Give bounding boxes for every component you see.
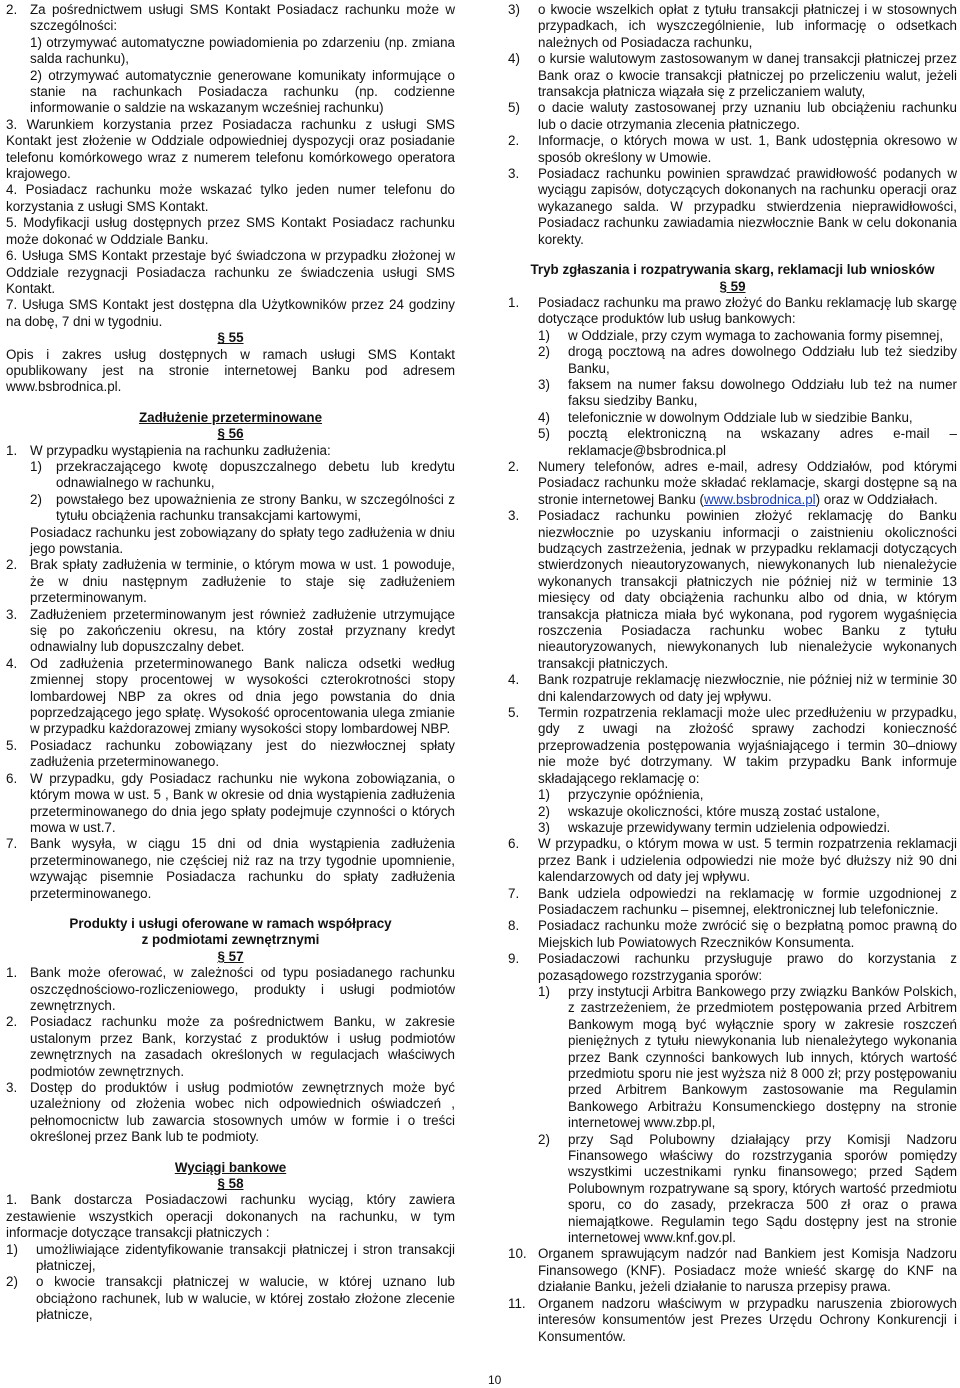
list-item: 1. Posiadacz rachunku ma prawo złożyć do Banku reklamację lub skargę dotyczące produktów lub usług bankowych: [508,294,957,327]
list-item: 10. Organem sprawującym nadzór nad Bankiem jest Komisja Nadzoru Finansowego (KNF). Posiadacz może wnieść skargę do KNF na działanie Banku, jeżeli działanie to narusza przepisy prawa. [508,1246,957,1295]
paragraph-59-number: § 59 [719,278,746,294]
list-item: 2) o kwocie transakcji płatniczej w walucie, w której uznano lub obciążono rachunek, lub w walucie, w której zostało złożone zlecenie płatnicze, [6,1274,455,1323]
list-item: 4) telefonicznie w dowolnym Oddziale lub w siedzibie Banku, [538,409,913,425]
paragraph-56-number: § 56 [217,426,244,442]
list-item [508,328,957,459]
intro-item-7: 7. Usługa SMS Kontakt jest dostępna dla Użytkowników przez 24 godziny na dobę, 7 dni w tygodniu. [6,297,455,329]
list-item: 2. Posiadacz rachunku może za pośrednictwem Banku, w zakresie ustalonym przez Bank, korzystać z produktów i usług podmiotów zewnętrznych na zasadach określonych w regulacjach właściwych podmiotów zewnętrznych. [6,1014,455,1079]
paragraph-58-number: § 58 [217,1176,244,1192]
right-column [508,2,957,1345]
list-item: 3. Zadłużeniem przeterminowanym jest również zadłużenie utrzymujące się po zakończeniu okresu, na który został przyznany kredyt odnawialny lub dopuszczalny debet. [6,606,455,655]
section-complaints-title: Tryb zgłaszania i rozpatrywania skarg, reklamacji lub wniosków [530,262,935,278]
list-item: 2) otrzymywać automatycznie generowane komunikaty informujące o stanie na rachunkach Posiadacza rachunku (np. codzienne informowanie o saldzie na wskazanym wcześniej rachunku) [30,67,455,116]
list-item: 4. Od zadłużenia przeterminowanego Bank nalicza odsetki według zmiennej stopy procentowej w wysokości czterokrotności stopy lombardowej NBP za okres od dnia jego powstania do dnia poprzedzającego jego spłatę. Wysokość oprocentowania ulega zmianie w przypadku każdorazowej zmiany wysokości stopy lombardowej NBP. [6,655,455,737]
list-item: 9. Posiadaczowi rachunku przysługuje prawo do korzystania z pozasądowego rozstrzygania sporów: 1) przy instytucji Arbitra Bankowego przy związku Banków Polskich, z zastrzeżeniem, że przedmiotem postępowania przed Arbitrem Bankowym mogą być wyłącznie spory w zakresie roszczeń pieniężnych z tytułu niewykonania lub nienależytego wykonania przez Bank czynności bankowych lub innych, których wartość przedmiotu sporu nie jest wyższa niż 8 000 zł; przy postępowaniu przed Arbitrem Bankowym zastosowanie ma Regulamin Bankowego Arbitrażu Konsumenckiego dostępny na stronie internetowej www.zbp.pl, 2) przy Sąd Polubowny działający przy Komisji Nadzoru Finansowego właściwy do rozstrzygania sporów pomiędzy wszystkimi uczestnikami rynku finansowego; przed Sądem Polubownym rozpatrywane są spory, których wartość przedmiotu sporu, co do zasady, przekracza 500 zł oraz o prawa niemajątkowe. Regulamin tego Sądu dostępny jest na stronie internetowej www.knf.gov.pl. [508,951,957,1246]
overdue-item1-tail: Posiadacz rachunku jest zobowiązany do spłaty tego zadłużenia w dniu jego powstania. [30,524,455,556]
statements-item-1: 1. Bank dostarcza Posiadaczowi rachunku wyciąg, który zawiera zestawienie wszystkich operacji dokonanych na rachunku, w tym informacje dotyczące transakcji płatniczych : [6,1192,455,1241]
list-item: 3. Posiadacz rachunku powinien sprawdzać prawidłowość podanych w wyciągu zapisów, dotyczących dokonanych na rachunku operacji oraz wykazanego salda. W przypadku stwierdzenia nieprawidłowości, Posiadacz rachunku zawiadamia niezwłocznie Bank w celu dokonania korekty. [508,166,957,247]
list-item: 4. Bank rozpatruje reklamację niezwłocznie, nie później niż w terminie 30 dni kalendarzowych od daty jej wpływu. [508,672,957,704]
list-item: 1. W przypadku wystąpienia na rachunku zadłużenia: [6,442,331,458]
list-item: 5) o dacie waluty zastosowanej przy uznaniu lub obciążeniu rachunku lub o dacie otrzymania zlecenia płatniczego. [508,100,957,132]
list-item: 6. W przypadku, o którym mowa w ust. 5 termin rozpatrzenia reklamacji przez Bank i udzielenia odpowiedzi nie może być dłuższy niż 90 dni kalendarzowych od daty jej wpływu. [508,836,957,885]
list-item: 2. Brak spłaty zadłużenia w terminie, o którym mowa w ust. 1 powoduje, że w dniu następnym zadłużenie to staje się zadłużeniem przeterminowanym. [6,557,455,606]
list-item: 1) umożliwiające zidentyfikowanie transakcji płatniczej i stron transakcji płatniczej, [6,1241,455,1274]
section-overdue-title: Zadłużenie przeterminowane [138,409,323,425]
list-item: 2. Numery telefonów, adres e-mail, adresy Oddziałów, pod którymi Posiadacz rachunku może składać reklamacje, skargi dostępne są na stronie internetowej Banku (www.bsbrodnica.pl) oraz w Oddziałach. [508,458,957,507]
list-item: 2) drogą pocztową na adres dowolnego Oddziału lub też siedziby Banku, [538,344,957,376]
list-item: 2) wskazuje okoliczności, które muszą zostać ustalone, [538,803,880,819]
intro-item-4: 4. Posiadacz rachunku może wskazać tylko jeden numer telefonu do korzystania z usługi SMS Kontakt. [6,182,455,214]
list-item: 1) przy instytucji Arbitra Bankowego przy związku Banków Polskich, z zastrzeżeniem, że przedmiotem postępowania przed Arbitrem Bankowym mogą być wyłącznie spory w zakresie roszczeń pieniężnych z tytułu niewykonania lub nienależytego wykonania przez Bank czynności bankowych lub innych, których wartość przedmiotu sporu nie jest wyższa niż 8 000 zł; przy postępowaniu przed Arbitrem Bankowym zastosowanie ma Regulamin Bankowego Arbitrażu Konsumenckiego dostępny na stronie internetowej www.zbp.pl, [538,983,957,1131]
list-item: 7. Bank wysyła, w ciągu 15 dni od dnia wystąpienia zadłużenia przeterminowanego, nie częściej niż raz na trzy tygodnie upomnienie, wzywając pisemnie Posiadacza rachunku do spłaty zadłużenia przeterminowanego. [6,836,455,901]
list-item: 2. Informacje, o których mowa w ust. 1, Bank udostępnia okresowo w sposób określony w Umowie. [508,133,957,165]
list-item: 4) o kursie walutowym zastosowanym w danej transakcji płatniczej przez Bank oraz o kwocie transakcji płatniczej po przeliczeniu walut, jeżeli transakcja płatnicza wiązała się z przeliczaniem waluty, [508,51,957,100]
intro-item-5: 5. Modyfikacji usług dostępnych przez SMS Kontakt Posiadacz rachunku może dokonać w Oddziale Banku. [6,215,455,247]
list-item: 1) przyczynie opóźnienia, [538,787,704,803]
list-item: 5. Posiadacz rachunku zobowiązany jest do niezwłocznej spłaty zadłużenia przeterminowanego. [6,737,455,770]
list-item: 1. Bank może oferować, w zależności od typu posiadanego rachunku oszczędnościowo-rozliczeniowego, produkty i usługi podmiotów zewnętrznych. [6,965,455,1013]
list-item: 1) w Oddziale, przy czym wymaga to zachowania formy pisemnej, [538,327,944,343]
list-item: 1) przekraczającego kwotę dopuszczalnego debetu lub kredytu odnawialnego w rachunku, [30,458,455,491]
list-item: 3) faksem na numer faksu dowolnego Oddziału lub też na numer faksu siedziby Banku, [538,376,957,409]
intro-item-6: 6. Usługa SMS Kontakt przestaje być świadczona w przypadku złożonej w Oddziale rezygnacji Posiadacza rachunku ze świadczenia usługi SMS Kontakt. [6,248,455,296]
list-item: 1) otrzymywać automatyczne powiadomienia po zdarzeniu (np. zmiana salda rachunku), [30,34,455,67]
paragraph-55-text: Opis i zakres usług dostępnych w ramach usługi SMS Kontakt opublikowany jest na stronie internetowej Banku pod adresem www.bsbrodnica.pl. [6,346,455,395]
list-item: 2) przy Sąd Polubowny działający przy Komisji Nadzoru Finansowego właściwy do rozstrzygania sporów pomiędzy wszystkimi uczestnikami rynku finansowego; przed Sądem Polubownym rozpatrywane są spory, których wartość przedmiotu sporu, co do zasady, przekracza 500 zł oraz o prawa niemajątkowe. Regulamin tego Sądu dostępny jest na stronie internetowej www.knf.gov.pl. [538,1131,957,1246]
section-products-title-1: Produkty i usługi oferowane w ramach współpracy [69,915,392,931]
paragraph-57-number: § 57 [217,948,244,964]
list-item: 3. Posiadacz rachunku powinien złożyć reklamację do Banku niezwłocznie po uzyskaniu informacji o zaistnieniu okoliczności budzących zastrzeżenia, jednak w przypadku reklamacji dotyczących stwierdzonych nieautoryzowanych, niewykonanych lub nienależycie wykonanych transakcji płatniczych nie później niż w terminie 13 miesięcy od daty obciążenia rachunku albo od dnia, w którym transakcja płatnicza miała być wykonana, pod rygorem wygaśnięcia roszczenia Posiadacza rachunku wobec Banku z tytułu nieautoryzowanych, niewykonanych lub nienależycie wykonanych transakcji płatniczych. [508,508,957,671]
list-item: 2. Za pośrednictwem usługi SMS Kontakt Posiadacz rachunku może w szczególności: [6,2,455,34]
list-item: 2) powstałego bez upoważnienia ze strony Banku, w szczególności z tytułu obciążenia rachunku transakcjami kartowymi, [30,491,455,524]
paragraph-55-number: § 55 [217,330,244,346]
list-item: 3. Dostęp do produktów i usług podmiotów zewnętrznych może być uzależniony od złożenia wobec nich odpowiednich oświadczeń , pełnomocnictw lub zawarcia stosownych umów w formie i o treści określonej przez Bank lub te podmioty. [6,1080,455,1145]
list-item: 5) pocztą elektroniczną na wskazany adres e-mail – reklamacje@bsbrodnica.pl [538,426,957,458]
section-products-title-2: z podmiotami zewnętrznymi [141,932,320,948]
list-item: 7. Bank udziela odpowiedzi na reklamację w formie uzgodnionej z Posiadaczem rachunku – pisemnej, elektronicznej lub telefonicznie. [508,885,957,917]
intro-item-3: 3. Warunkiem korzystania przez Posiadacza rachunku z usługi SMS Kontakt jest złożenie w Oddziale odpowiedniej dyspozycji oraz posiadanie telefonu komórkowego wraz z numerem telefonu komórkowego operatora krajowego. [6,116,455,182]
list-item: 6. W przypadku, gdy Posiadacz rachunku nie wykona zobowiązania, o którym mowa w ust. 5 , Bank w okresie od dnia wystąpienia zadłużenia przeterminowanego do dnia jego spłaty podejmuje czynności o których mowa w ust.7. [6,770,455,835]
list-item: 11. Organem nadzoru właściwym w przypadku naruszenia zbiorowych interesów konsumentów jest Prezes Urzędu Ochrony Konkurencji i Konsumentów. [508,1295,957,1344]
list-item: 5. Termin rozpatrzenia reklamacji może ulec przedłużeniu w przypadku, gdy z uwagi na złożość sprawy zachodzi konieczność przeprowadzenia postępowania wyjaśniającego i termin 30–dniowy nie może być dotrzymany. W takim przypadku Bank informuje składającego reklamację o: 1) przyczynie opóźnienia, 2) wskazuje okoliczności, które muszą zostać ustalone, 3) wskazuje przewidywany termin udzielenia odpowiedzi. [508,705,957,835]
list-item: 3) wskazuje przewidywany termin udzielenia odpowiedzi. [538,819,891,835]
left-column [6,2,455,1324]
bank-website-link[interactable]: www.bsbrodnica.pl [703,491,816,507]
list-item: 8. Posiadacz rachunku może zwrócić się o bezpłatną pomoc prawną do Miejskich lub Powiatowych Rzeczników Konsumenta. [508,918,957,950]
page-number: 10 [488,1373,502,1387]
section-statements-title: Wyciągi bankowe [174,1159,287,1175]
list-item: 3) o kwocie wszelkich opłat z tytułu transakcji płatniczej i w stosownych przypadkach, ich wyszczególnienie, lub informację o odsetkach należnych od Posiadacza rachunku, [508,2,957,50]
